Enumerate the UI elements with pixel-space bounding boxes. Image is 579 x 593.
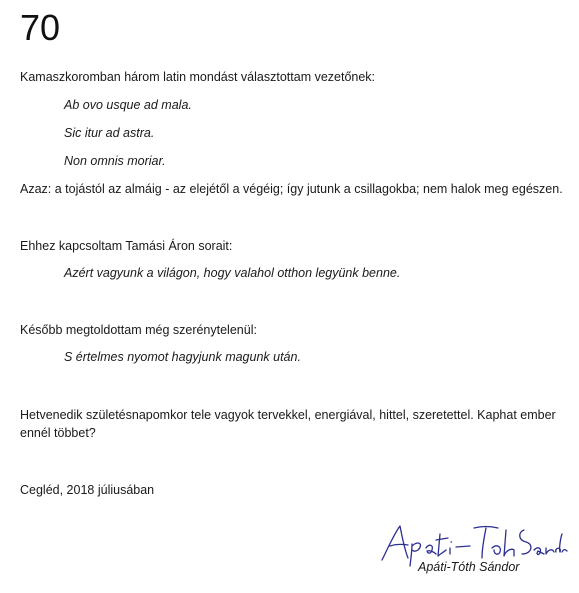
motto-3: Non omnis moriar. bbox=[64, 154, 166, 168]
motto-2: Sic itur ad astra. bbox=[64, 126, 155, 140]
intro-line: Kamaszkoromban három latin mondást választottam vezetőnek: bbox=[20, 70, 376, 84]
place-date: Cegléd, 2018 júliusában bbox=[20, 483, 155, 497]
motto-1: Ab ovo usque ad mala. bbox=[64, 98, 192, 112]
tamasi-intro: Ehhez kapcsoltam Tamási Áron sorait: bbox=[20, 239, 233, 253]
addition-intro: Később megtoldottam még szerénytelenül: bbox=[20, 323, 257, 337]
addition-quote: S értelmes nyomot hagyjunk magunk után. bbox=[64, 350, 301, 364]
page-number: 70 bbox=[20, 7, 61, 48]
signature-name: Apáti-Tóth Sándor bbox=[418, 560, 520, 574]
closing-paragraph: Hetvenedik születésnapomkor tele vagyok tervekkel, energiával, hittel, szeretettel. Kaphat ember ennél többet? bbox=[20, 408, 556, 440]
tamasi-quote: Azért vagyunk a világon, hogy valahol otthon legyünk benne. bbox=[64, 266, 401, 280]
meaning-line: Azaz: a tojástól az almáig - az elejétől a végéig; így jutunk a csillagokba; nem halok meg egészen. bbox=[20, 182, 563, 196]
